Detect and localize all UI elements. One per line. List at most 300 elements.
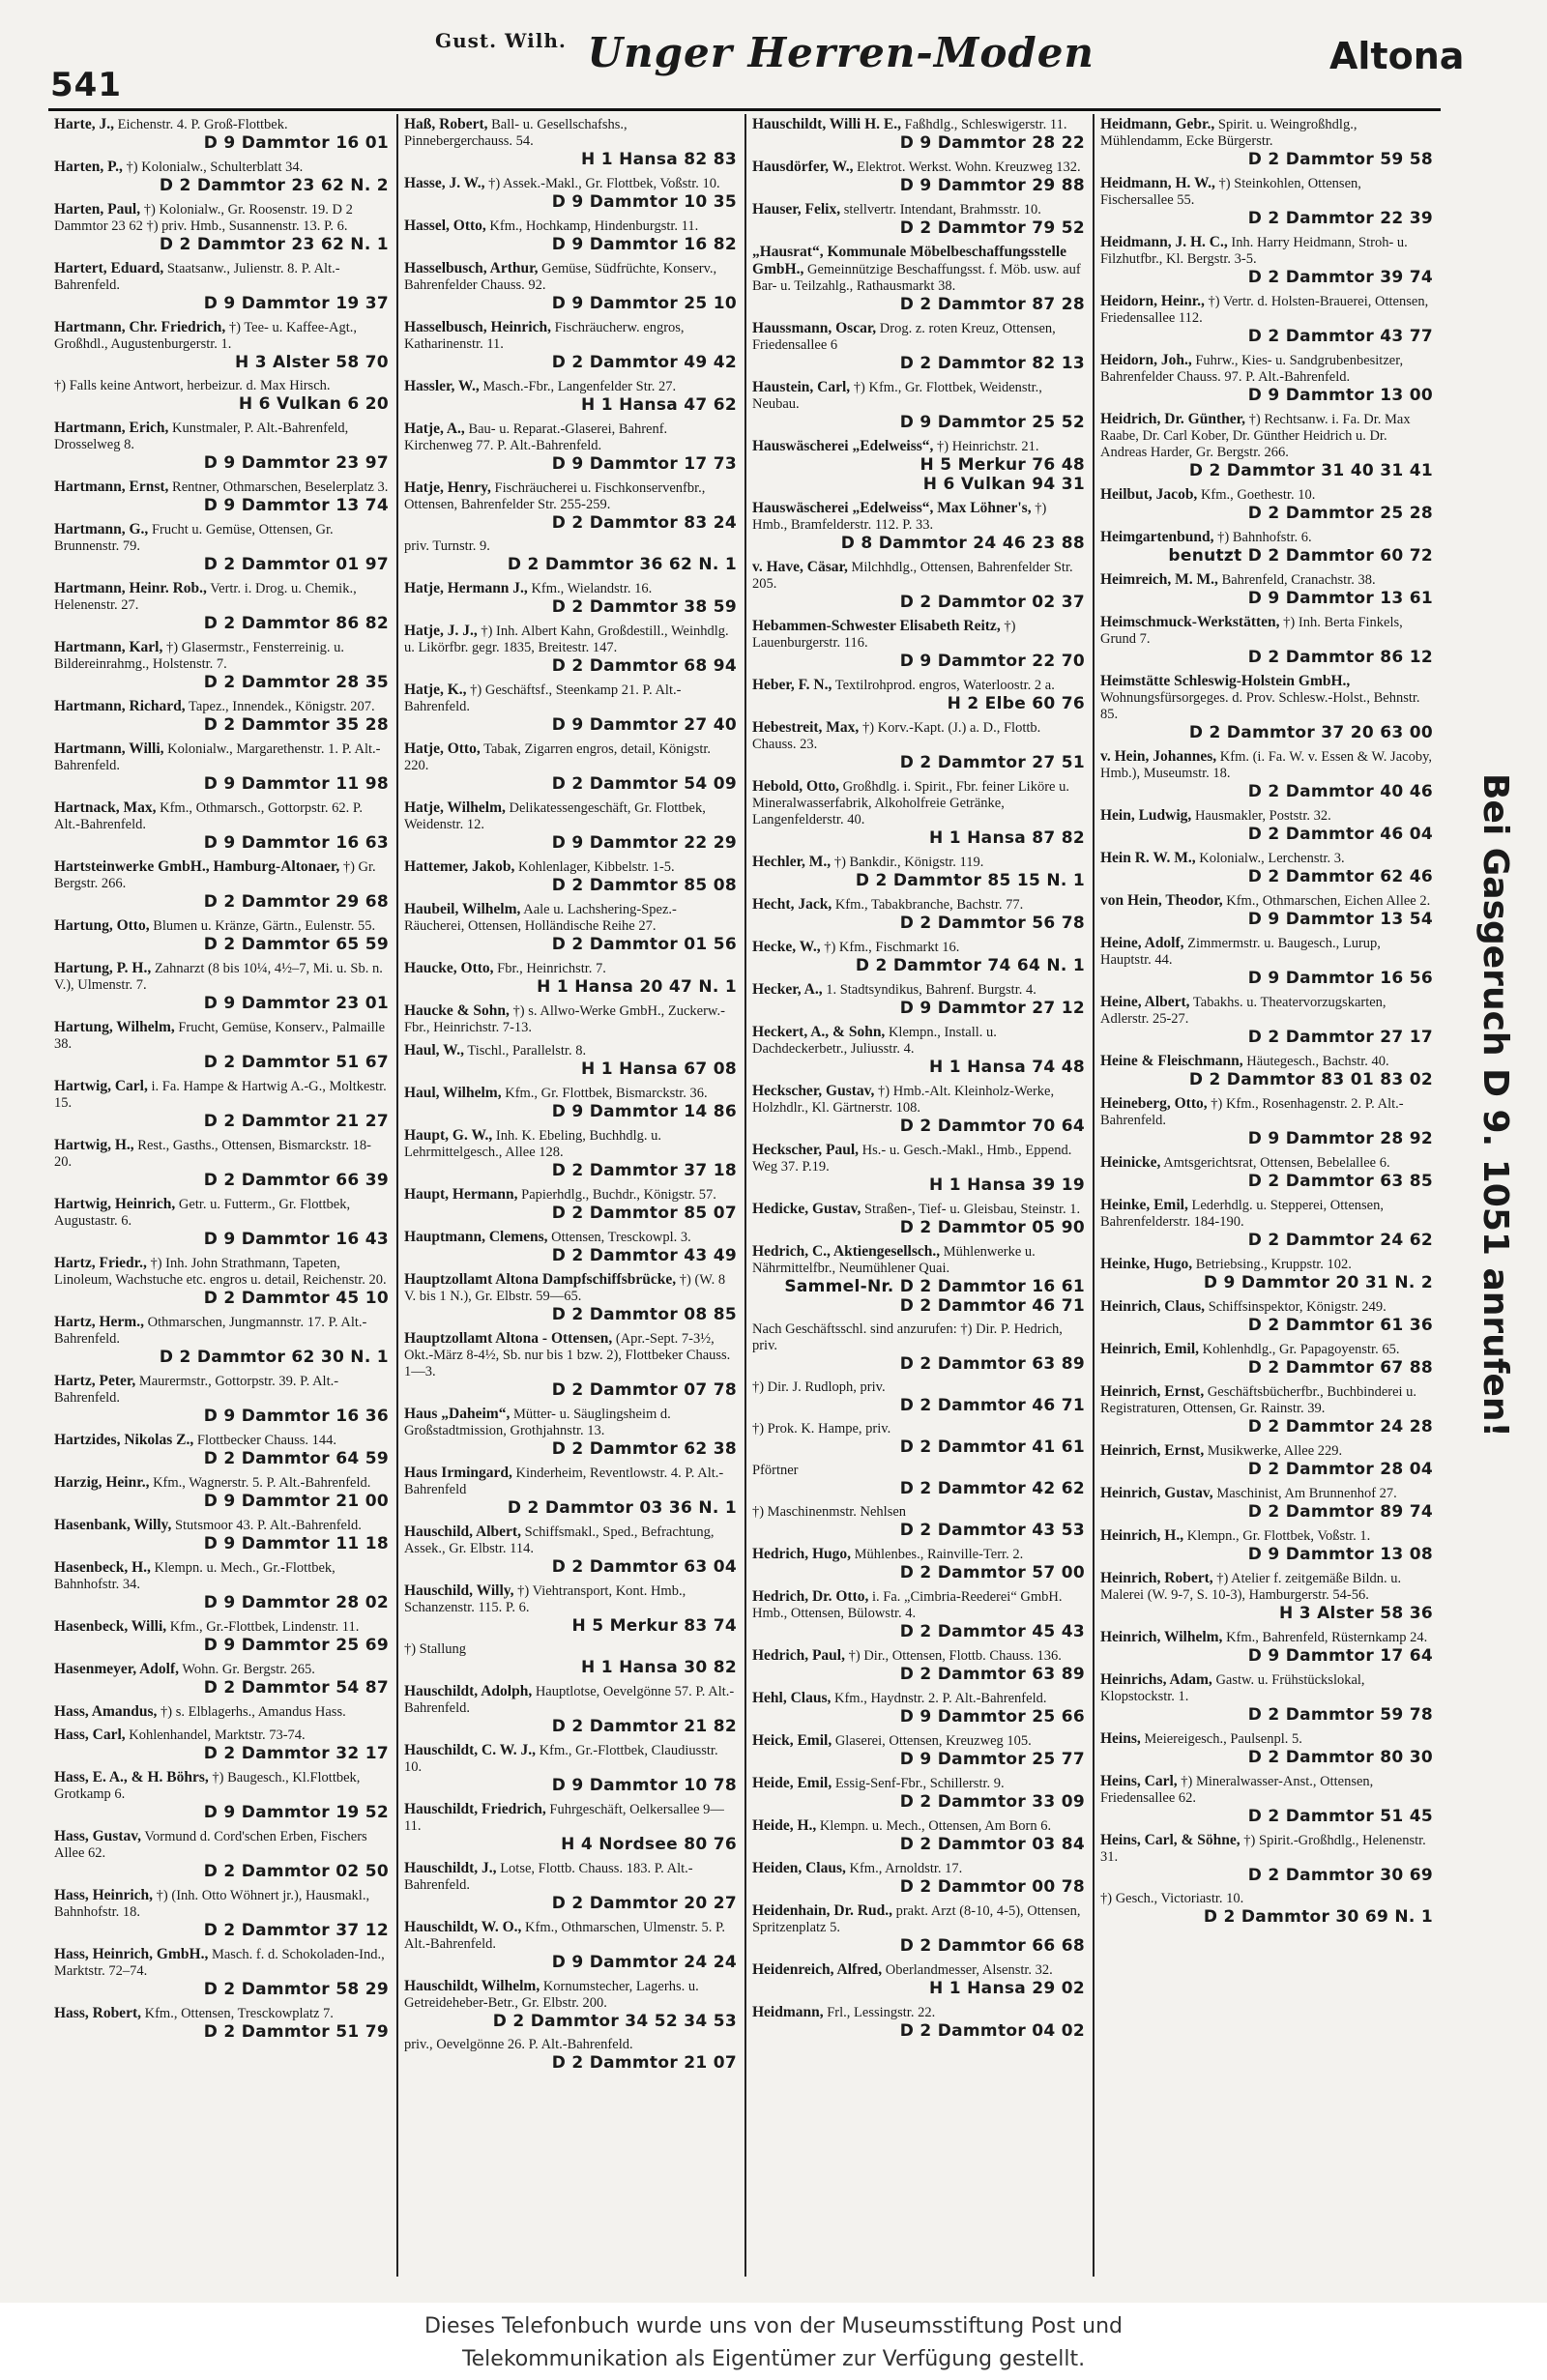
directory-entry xyxy=(54,1727,389,1763)
entry-name: Hartert, Eduard, xyxy=(54,260,164,276)
directory-entry xyxy=(1100,935,1433,988)
directory-entry xyxy=(752,1588,1085,1641)
entry-description: Essig-Senf-Fbr., Schillerstr. 9. xyxy=(834,1776,1005,1791)
entry-name: Hartung, Wilhelm, xyxy=(54,1019,175,1035)
entry-description: Rest., Gasths., Ottensen, Bismarckstr. 18-20. xyxy=(54,1138,371,1170)
entry-phone: H 1 Hansa 87 82 xyxy=(929,828,1085,848)
directory-entry xyxy=(404,901,737,954)
entry-name: Hatje, J. J., xyxy=(403,623,478,639)
entry-phone: H 1 Hansa 67 08 xyxy=(581,1059,737,1079)
entry-description: †) Kolonialw., Gr. Roosenstr. 19. D 2 Dammtor 23 62 †) priv. Hmb., Susannenstr. 13. P. 6. xyxy=(54,202,353,234)
entry-description: Stutsmoor 43. P. Alt.-Bahrenfeld. xyxy=(174,1518,362,1533)
entry-name: Hauptmann, Clemens, xyxy=(403,1229,548,1245)
directory-entry xyxy=(404,1186,737,1223)
entry-name: Hass, Amandus, xyxy=(54,1703,158,1720)
entry-description: †) Inh. Berta Finkels, Grund 7. xyxy=(1099,615,1403,647)
entry-description: Kfm., Gr.-Flottbek, Lindenstr. 11. xyxy=(169,1619,360,1635)
entry-name: Hasselbusch, Heinrich, xyxy=(403,319,551,335)
directory-entry xyxy=(54,698,389,735)
entry-name: Hartmann, Heinr. Rob., xyxy=(54,580,207,596)
entry-description: Faßhdlg., Schleswigerstr. 11. xyxy=(904,117,1067,132)
entry-phone: D 2 Dammtor 32 17 xyxy=(203,1744,389,1763)
entry-description: Fischräucherw. engros, Katharinenstr. 11. xyxy=(403,320,685,352)
entry-name: Heick, Emil, xyxy=(751,1732,832,1749)
entry-name: Hauswäscherei „Edelweiss“, xyxy=(751,438,934,454)
entry-description: 1. Stadtsyndikus, Bahrenf. Burgstr. 4. xyxy=(826,982,1036,998)
entry-description: Vertr. i. Drog. u. Chemik., Helenenstr. 27. xyxy=(54,581,357,613)
entry-phone: H 3 Alster 58 70 xyxy=(234,353,389,372)
directory-entry xyxy=(752,201,1085,238)
directory-entry xyxy=(752,1379,1085,1415)
entry-description: Frl., Lessingstr. 22. xyxy=(827,2005,936,2020)
entry-description: Pförtner xyxy=(751,1463,799,1478)
entry-phone: D 2 Dammtor 00 78 xyxy=(899,1877,1085,1897)
entry-name: Hedicke, Gustav, xyxy=(751,1201,861,1217)
entry-name: Haucke & Sohn, xyxy=(403,1002,510,1019)
entry-name: Heilbut, Jacob, xyxy=(1099,486,1198,503)
directory-entry xyxy=(54,1314,389,1367)
entry-description: †) Glasermstr., Fensterreinig. u. Bildereinrahmg., Holstenstr. 7. xyxy=(54,640,345,672)
directory-entry xyxy=(752,677,1085,713)
entry-phone: D 9 Dammtor 27 12 xyxy=(899,999,1085,1018)
directory-entry xyxy=(1100,748,1433,801)
entry-name: Hartzides, Nikolas Z., xyxy=(54,1432,194,1448)
entry-description: Fuhrw., Kies- u. Sandgrubenbesitzer, Bahrenfelder Chauss. 97. P. Alt.-Bahrenfeld. xyxy=(1099,353,1404,385)
entry-description: Kohlenhdlg., Gr. Papagoyenstr. 65. xyxy=(1202,1342,1400,1357)
entry-name: Hedrich, Hugo, xyxy=(751,1546,852,1562)
entry-name: Heinrich, Claus, xyxy=(1099,1298,1206,1315)
entry-description: Kfm., Hochkamp, Hindenburgstr. 11. xyxy=(489,218,699,234)
entry-phone: D 9 Dammtor 13 00 xyxy=(1247,386,1433,405)
directory-entry xyxy=(752,1504,1085,1540)
entry-description: Flottbecker Chauss. 144. xyxy=(196,1433,337,1448)
entry-name: Hebestreit, Max, xyxy=(751,719,860,736)
entry-name: Haus Irmingard, xyxy=(403,1465,512,1481)
entry-phone: D 2 Dammtor 86 12 xyxy=(1247,648,1433,667)
entry-name: Hartwig, H., xyxy=(54,1137,134,1153)
directory-entry xyxy=(1100,673,1433,742)
entry-phone: D 2 Dammtor 28 04 xyxy=(1247,1460,1433,1479)
directory-entry xyxy=(1100,892,1433,929)
entry-name: Heidmann, J. H. C., xyxy=(1099,234,1228,250)
entry-description: Klempn. u. Mech., Gr.-Flottbek, Bahnhofstr. 34. xyxy=(54,1560,336,1592)
entry-phone: H 4 Nordsee 80 76 xyxy=(561,1835,737,1854)
entry-description: Getr. u. Futterm., Gr. Flottbek, Augustastr. 6. xyxy=(54,1197,351,1229)
entry-phone: D 9 Dammtor 11 18 xyxy=(203,1534,389,1553)
directory-entry xyxy=(54,2005,389,2042)
entry-phone: D 2 Dammtor 21 07 xyxy=(551,2053,737,2073)
directory-entry xyxy=(404,682,737,735)
entry-phone: D 2 Dammtor 29 68 xyxy=(203,892,389,912)
entry-description: †) s. Allwo-Werke GmbH., Zuckerw.-Fbr., Heinrichstr. 7-13. xyxy=(403,1003,725,1035)
entry-phone: D 2 Dammtor 21 82 xyxy=(551,1717,737,1736)
directory-entry xyxy=(404,858,737,895)
directory-entry xyxy=(54,1769,389,1822)
entry-name: Haupt, Hermann, xyxy=(403,1186,518,1203)
entry-name: Harte, J., xyxy=(54,116,114,132)
entry-phone: D 9 Dammtor 28 92 xyxy=(1247,1129,1433,1148)
entry-name: Haul, W., xyxy=(403,1042,464,1059)
entry-phone: H 1 Hansa 39 19 xyxy=(929,1175,1085,1195)
directory-entry xyxy=(1100,1891,1433,1927)
entry-name: Hartmann, Erich, xyxy=(54,420,169,436)
directory-entry xyxy=(54,1432,389,1468)
directory-entry xyxy=(752,1817,1085,1854)
entry-name: Hecker, A., xyxy=(751,981,823,998)
entry-phone: D 9 Dammtor 16 36 xyxy=(203,1407,389,1426)
footer-line-1: Dieses Telefonbuch wurde uns von der Museumsstiftung Post und xyxy=(423,2314,1124,2338)
entry-description: Eichenstr. 4. P. Groß-Flottbek. xyxy=(117,117,288,132)
directory-entry xyxy=(54,201,389,254)
entry-name: Haul, Wilhelm, xyxy=(403,1085,502,1101)
entry-description: Kfm., Bahrenfeld, Rüsternkamp 24. xyxy=(1226,1630,1428,1645)
entry-name: Heimschmuck-Werkstätten, xyxy=(1099,614,1280,630)
entry-name: Hasselbusch, Arthur, xyxy=(403,260,539,276)
entry-name: Harzig, Heinr., xyxy=(54,1474,150,1491)
entry-description: †) Prok. K. Hampe, priv. xyxy=(751,1421,891,1437)
directory-entry xyxy=(1100,116,1433,169)
entry-description: Frucht u. Gemüse, Ottensen, Gr. Brunnenstr. 79. xyxy=(54,522,334,554)
directory-entry xyxy=(54,1474,389,1511)
entry-phone: D 2 Dammtor 27 17 xyxy=(1247,1028,1433,1047)
entry-name: von Hein, Theodor, xyxy=(1099,892,1223,909)
entry-description: Kfm., Othmarsch., Gottorpstr. 62. P. Alt.-Bahrenfeld. xyxy=(54,800,363,832)
entry-phone: D 9 Dammtor 20 31 N. 2 xyxy=(1203,1273,1433,1292)
entry-description: Straßen-, Tief- u. Gleisbau, Steinstr. 1. xyxy=(863,1202,1081,1217)
directory-entry xyxy=(404,1271,737,1324)
directory-entry xyxy=(752,1243,1085,1316)
directory-entry xyxy=(1100,1341,1433,1378)
directory-entry xyxy=(54,1019,389,1072)
entry-description: Klempn. u. Mech., Ottensen, Am Born 6. xyxy=(819,1818,1052,1834)
entry-name: Hass, Robert, xyxy=(54,2005,141,2021)
entry-name: Hassel, Otto, xyxy=(403,218,486,234)
entry-phone: D 2 Dammtor 68 94 xyxy=(551,656,737,676)
entry-phone: D 2 Dammtor 85 08 xyxy=(551,876,737,895)
entry-phone: D 2 Dammtor 82 13 xyxy=(899,354,1085,373)
directory-entry xyxy=(404,960,737,997)
directory-entry xyxy=(1100,994,1433,1047)
entry-name: Hauschildt, Friedrich, xyxy=(403,1801,546,1817)
entry-name: Hein, Ludwig, xyxy=(1099,807,1192,824)
entry-description: Staatsanw., Julienstr. 8. P. Alt.-Bahrenfeld. xyxy=(54,261,340,293)
entry-phone: D 2 Dammtor 03 84 xyxy=(899,1835,1085,1854)
entry-description: Tabak, Zigarren engros, detail, Königstr. 220. xyxy=(403,741,712,773)
entry-phone: D 9 Dammtor 14 86 xyxy=(551,1102,737,1121)
entry-phone: D 2 Dammtor 20 27 xyxy=(551,1894,737,1913)
entry-description: †) Bankdir., Königstr. 119. xyxy=(833,855,984,870)
entry-description: Frucht, Gemüse, Konserv., Palmaille 38. xyxy=(54,1020,386,1052)
header-rule xyxy=(48,108,1441,111)
directory-entry xyxy=(404,580,737,617)
directory-entry xyxy=(404,740,737,794)
entry-description: Kfm. (i. Fa. W. v. Essen & W. Jacoby, Hmb.), Museumstr. 18. xyxy=(1099,749,1433,781)
entry-phone: D 2 Dammtor 66 39 xyxy=(203,1171,389,1190)
directory-entry xyxy=(752,438,1085,494)
directory-entry xyxy=(404,1860,737,1913)
entry-phone: H 1 Hansa 20 47 N. 1 xyxy=(537,977,737,997)
entry-phone: D 2 Dammtor 45 43 xyxy=(899,1622,1085,1641)
entry-phone: D 2 Dammtor 63 89 xyxy=(899,1354,1085,1374)
entry-name: Heinrich, Ernst, xyxy=(1099,1442,1205,1459)
entry-name: Hatje, Hermann J., xyxy=(403,580,528,596)
entry-description: Kfm., Goethestr. 10. xyxy=(1200,487,1316,503)
entry-description: Kfm., Gr.-Flottbek, Claudiusstr. 10. xyxy=(403,1743,718,1775)
entry-phone: D 9 Dammtor 28 02 xyxy=(203,1593,389,1612)
entry-name: Hauschildt, W. O., xyxy=(403,1919,522,1935)
entry-phone: D 9 Dammtor 16 63 xyxy=(203,833,389,853)
entry-name: Haß, Robert, xyxy=(403,116,488,132)
directory-entry xyxy=(752,159,1085,195)
directory-entry xyxy=(752,116,1085,153)
entry-phone: D 2 Dammtor 63 89 xyxy=(899,1665,1085,1684)
directory-entry xyxy=(404,378,737,415)
entry-name: Heinrichs, Adam, xyxy=(1099,1671,1212,1688)
entry-description: †) Geschäftsf., Steenkamp 21. P. Alt.-Bahrenfeld. xyxy=(403,682,682,714)
entry-description: Kfm., Othmarschen, Ulmenstr. 5. P. Alt.-Bahrenfeld. xyxy=(403,1920,726,1952)
directory-column-4 xyxy=(1093,114,1441,2277)
entry-description: †) (Inh. Otto Wöhnert jr.), Hausmakl., Bahnhofstr. 18. xyxy=(54,1888,370,1920)
directory-entry xyxy=(54,1255,389,1308)
entry-description: Elektrot. Werkst. Wohn. Kreuzweg 132. xyxy=(857,160,1081,175)
entry-description: †) Rechtsanw. i. Fa. Dr. Max Raabe, Dr. Carl Kober, Dr. Günther Heidrich u. Dr. Andreas Harder, Gr. Bergstr. 266. xyxy=(1099,412,1411,460)
entry-phone: D 9 Dammtor 25 77 xyxy=(899,1750,1085,1769)
entry-phone: D 9 Dammtor 16 01 xyxy=(203,133,389,153)
entry-phone: D 2 Dammtor 46 04 xyxy=(1247,825,1433,844)
entry-description: prakt. Arzt (8-10, 4-5), Ottensen, Spritzenplatz 5. xyxy=(751,1903,1081,1935)
entry-description: Zimmermstr. u. Baugesch., Lurup, Hauptstr. 44. xyxy=(1099,936,1381,968)
entry-phone: D 2 Dammtor 62 38 xyxy=(551,1439,737,1459)
entry-phone: D 2 Dammtor 61 36 xyxy=(1247,1316,1433,1335)
entry-name: Hartmann, Chr. Friedrich, xyxy=(54,319,226,335)
directory-entry xyxy=(752,500,1085,553)
entry-description: Häutegesch., Bachstr. 40. xyxy=(1246,1054,1389,1069)
entry-name: Hauschildt, C. W. J., xyxy=(403,1742,537,1758)
entry-description: Hs.- u. Gesch.-Makl., Hmb., Eppend. Weg 37. P.19. xyxy=(751,1143,1072,1175)
entry-description: Glaserei, Ottensen, Kreuzweg 105. xyxy=(834,1733,1032,1749)
entry-phone: D 2 Dammtor 64 59 xyxy=(203,1449,389,1468)
entry-phone: D 9 Dammtor 17 73 xyxy=(551,454,737,474)
entry-phone: D 2 Dammtor 07 78 xyxy=(551,1380,737,1400)
entry-phone: D 2 Dammtor 01 56 xyxy=(551,935,737,954)
entry-phone: H 1 Hansa 82 83 xyxy=(581,150,737,169)
entry-description: Kohlenlager, Kibbelstr. 1-5. xyxy=(517,859,675,875)
entry-name: Hauptzollamt Altona - Ottensen, xyxy=(403,1330,613,1347)
entry-name: Hatje, Henry, xyxy=(403,479,491,496)
directory-entry xyxy=(752,1647,1085,1684)
directory-entry xyxy=(54,1196,389,1249)
entry-phone: D 2 Dammtor 83 01 83 02 xyxy=(1188,1070,1433,1089)
entry-description: Drog. z. roten Kreuz, Ottensen, Friedensallee 6 xyxy=(751,321,1056,353)
entry-name: Heinke, Hugo, xyxy=(1099,1256,1193,1272)
entry-description: Kfm., Gr. Flottbek, Bismarckstr. 36. xyxy=(505,1086,708,1101)
directory-entry xyxy=(752,1024,1085,1077)
entry-name: Hartmann, Richard, xyxy=(54,698,186,714)
entry-name: Heins, xyxy=(1099,1730,1141,1747)
entry-phone: D 2 Dammtor 02 50 xyxy=(203,1862,389,1881)
entry-description: Textilrohprod. engros, Waterloostr. 2 a. xyxy=(834,678,1055,693)
directory-entry xyxy=(752,1463,1085,1498)
entry-phone: D 2 Dammtor 03 36 N. 1 xyxy=(507,1498,737,1518)
entry-phone: D 2 Dammtor 42 62 xyxy=(899,1479,1085,1498)
entry-name: Hartnack, Max, xyxy=(54,799,157,816)
entry-phone: D 2 Dammtor 30 69 xyxy=(1247,1866,1433,1885)
directory-column-1 xyxy=(48,114,396,2277)
entry-description: †) Heinrichstr. 21. xyxy=(937,439,1039,454)
entry-description: Bau- u. Reparat.-Glaserei, Bahrenf. Kirchenweg 77. P. Alt.-Bahrenfeld. xyxy=(403,421,668,453)
entry-name: Hartmann, Ernst, xyxy=(54,479,169,495)
entry-description: †) Atelier f. zeitgemäße Bildn. u. Malerei (W. 9-7, S. 10-3), Hamburgerstr. 54-56. xyxy=(1099,1571,1402,1603)
entry-description: Delikatessengeschäft, Gr. Flottbek, Weidenstr. 12. xyxy=(403,800,706,832)
entry-phone: D 2 Dammtor 33 09 xyxy=(899,1792,1085,1812)
directory-entry xyxy=(54,1078,389,1131)
directory-entry xyxy=(404,1919,737,1972)
entry-description: Milchhdlg., Ottensen, Bahrenfelder Str. 205. xyxy=(751,560,1073,592)
entry-description: Ottensen, Tresckowpl. 3. xyxy=(551,1230,691,1245)
entry-description: i. Fa. „Cimbria-Reederei“ GmbH. Hmb., Ottensen, Bülowstr. 4. xyxy=(751,1589,1063,1621)
directory-entry xyxy=(752,244,1085,314)
directory-entry xyxy=(54,580,389,633)
entry-name: Hattemer, Jakob, xyxy=(403,858,515,875)
entry-description: Mühlenwerke u. Nährmittelfbr., Neumühlener Quai. xyxy=(751,1244,1036,1276)
entry-phone: D 9 Dammtor 23 01 xyxy=(203,994,389,1013)
entry-phone: H 5 Merkur 76 48 xyxy=(919,455,1085,475)
entry-name: Haupt, G. W., xyxy=(403,1127,493,1144)
entry-phone: D 2 Dammtor 85 07 xyxy=(551,1204,737,1223)
entry-description: Fbr., Heinrichstr. 7. xyxy=(497,961,606,976)
directory-entry xyxy=(404,1582,737,1636)
entry-phone: D 2 Dammtor 74 64 N. 1 xyxy=(855,956,1085,975)
directory-entry xyxy=(1100,234,1433,287)
entry-phone: D 2 Dammtor 23 62 N. 2 xyxy=(159,176,389,195)
entry-phone: H 1 Hansa 30 82 xyxy=(581,1658,737,1677)
entry-description: Fischräucherei u. Fischkonservenfbr., Ottensen, Bahrenfelder Str. 255-259. xyxy=(403,480,706,512)
entry-phone: D 9 Dammtor 13 08 xyxy=(1247,1545,1433,1564)
entry-phone: D 9 Dammtor 21 00 xyxy=(203,1492,389,1511)
directory-entry xyxy=(752,320,1085,373)
entry-phone: D 2 Dammtor 59 78 xyxy=(1247,1705,1433,1725)
entry-name: Hecke, W., xyxy=(751,939,821,955)
entry-phone: D 2 Dammtor 43 53 xyxy=(899,1521,1085,1540)
entry-name: Hausdörfer, W., xyxy=(751,159,854,175)
entry-description: Wohn. Gr. Bergstr. 265. xyxy=(182,1662,315,1677)
entry-description: Lotse, Flottb. Chauss. 183. P. Alt.-Bahrenfeld. xyxy=(403,1861,693,1893)
entry-description: Mütter- u. Säuglingsheim d. Großstadtmission, Grothjahnstr. 13. xyxy=(403,1407,671,1438)
entry-description: Schiffsinspektor, Königstr. 249. xyxy=(1208,1299,1386,1315)
directory-column-2 xyxy=(396,114,744,2277)
entry-name: Hartwig, Carl, xyxy=(54,1078,148,1094)
entry-phone: D 2 Dammtor 05 90 xyxy=(899,1218,1085,1237)
page-number: 541 xyxy=(50,66,122,104)
directory-entry xyxy=(54,639,389,692)
entry-description: †) Spirit.-Großhdlg., Helenenstr. 31. xyxy=(1099,1833,1426,1865)
entry-phone: D 9 Dammtor 24 24 xyxy=(551,1953,737,1972)
entry-phone: H 3 Alster 58 36 xyxy=(1279,1604,1433,1623)
entry-phone: D 2 Dammtor 41 61 xyxy=(899,1437,1085,1457)
entry-description: Blumen u. Kränze, Gärtn., Eulenstr. 55. xyxy=(153,918,376,934)
entry-phone: D 9 Dammtor 22 70 xyxy=(899,652,1085,671)
entry-description: †) Steinkohlen, Ottensen, Fischersallee 55. xyxy=(1099,176,1361,208)
entry-phone: D 9 Dammtor 16 56 xyxy=(1247,969,1433,988)
entry-description: †) Dir. J. Rudloph, priv. xyxy=(751,1379,886,1395)
directory-entry xyxy=(752,618,1085,671)
directory-entry xyxy=(404,1801,737,1854)
entry-name: Heimgartenbund, xyxy=(1099,529,1214,545)
city-heading: Altona xyxy=(1329,35,1465,77)
entry-description: †) Kfm., Fischmarkt 16. xyxy=(824,940,960,955)
entry-description: Aale u. Lachshering-Spez.-Räucherei, Ottensen, Holländische Reihe 27. xyxy=(403,902,677,934)
entry-name: Hatje, Wilhelm, xyxy=(403,799,506,816)
entry-name: Heidenreich, Alfred, xyxy=(751,1961,883,1978)
entry-description: Ball- u. Gesellschafshs., Pinnebergerchauss. 54. xyxy=(403,117,628,149)
entry-description: Spirit. u. Weingroßhdlg., Mühlendamm, Ecke Bürgerstr. xyxy=(1099,117,1357,149)
entry-phone: D 2 Dammtor 65 59 xyxy=(203,935,389,954)
entry-name: Heckscher, Paul, xyxy=(751,1142,860,1158)
entry-description: Maschinist, Am Brunnenhof 27. xyxy=(1216,1486,1397,1501)
entry-name: Haucke, Otto, xyxy=(403,960,494,976)
entry-description: Fuhrgeschäft, Oelkersallee 9—11. xyxy=(403,1802,724,1834)
directory-entry xyxy=(1100,1197,1433,1250)
directory-entry xyxy=(1100,1095,1433,1148)
entry-name: Hartmann, Willi, xyxy=(54,740,164,757)
masthead-title: Unger Herren-Moden xyxy=(587,29,1095,76)
entry-name: Hechler, M., xyxy=(751,854,832,870)
directory-entry xyxy=(54,1703,389,1721)
directory-entry xyxy=(1100,486,1433,523)
entry-phone: D 2 Dammtor 21 27 xyxy=(203,1112,389,1131)
directory-entry xyxy=(752,939,1085,975)
entry-phone: D 2 Dammtor 67 88 xyxy=(1247,1358,1433,1378)
entry-description: †) Stallung xyxy=(403,1641,466,1657)
entry-phone: D 9 Dammtor 19 37 xyxy=(203,294,389,313)
entry-name: Hartz, Friedr., xyxy=(54,1255,147,1271)
entry-name: Heinrich, Gustav, xyxy=(1099,1485,1213,1501)
directory-entry xyxy=(404,1229,737,1265)
directory-entry xyxy=(1100,1527,1433,1564)
entry-description: Gastw. u. Frühstückslokal, Klopstockstr. 1. xyxy=(1099,1672,1365,1704)
entry-name: Hedrich, Paul, xyxy=(751,1647,845,1664)
directory-entry xyxy=(752,854,1085,890)
directory-entry xyxy=(404,538,737,574)
directory-entry xyxy=(752,559,1085,612)
directory-entry xyxy=(1100,1730,1433,1767)
entry-description: Geschäftsbücherfbr., Buchbinderei u. Registraturen, Ottensen, Gr. Rainstr. 39. xyxy=(1099,1384,1417,1416)
entry-phone: D 2 Dammtor 83 24 xyxy=(551,513,737,533)
entry-name: „Hausrat“, Kommunale Möbelbeschaffungsstelle GmbH., xyxy=(751,244,1067,277)
directory-entry xyxy=(752,981,1085,1018)
entry-name: Hauschildt, J., xyxy=(403,1860,497,1876)
entry-description: Kolonialw., Lerchenstr. 3. xyxy=(1199,851,1345,866)
entry-name: Hehl, Claus, xyxy=(751,1690,832,1706)
entry-phone: D 2 Dammtor 56 78 xyxy=(899,914,1085,933)
directory-entry xyxy=(54,521,389,574)
entry-phone: D 9 Dammtor 25 66 xyxy=(899,1707,1085,1727)
entry-description: stellvertr. Intendant, Brahmsstr. 10. xyxy=(843,202,1041,218)
entry-description: Kfm., Wielandstr. 16. xyxy=(531,581,653,596)
directory-entry xyxy=(54,1828,389,1881)
entry-name: Heineberg, Otto, xyxy=(1099,1095,1208,1112)
entry-phone: D 2 Dammtor 57 00 xyxy=(899,1563,1085,1582)
entry-phone: D 9 Dammtor 13 54 xyxy=(1247,910,1433,929)
entry-name: Hassler, W., xyxy=(403,378,480,394)
entry-description: Kolonialw., Margarethenstr. 1. P. Alt.-Bahrenfeld. xyxy=(54,741,381,773)
entry-description: Inh. K. Ebeling, Buchhdlg. u. Lehrmittelgesch., Allee 128. xyxy=(403,1128,662,1160)
entry-name: Hasenbank, Willy, xyxy=(54,1517,172,1533)
entry-description: Musikwerke, Allee 229. xyxy=(1207,1443,1343,1459)
entry-name: Haubeil, Wilhelm, xyxy=(403,901,521,917)
entry-phone: D 2 Dammtor 24 28 xyxy=(1247,1417,1433,1437)
entry-phone: D 2 Dammtor 63 04 xyxy=(551,1557,737,1577)
